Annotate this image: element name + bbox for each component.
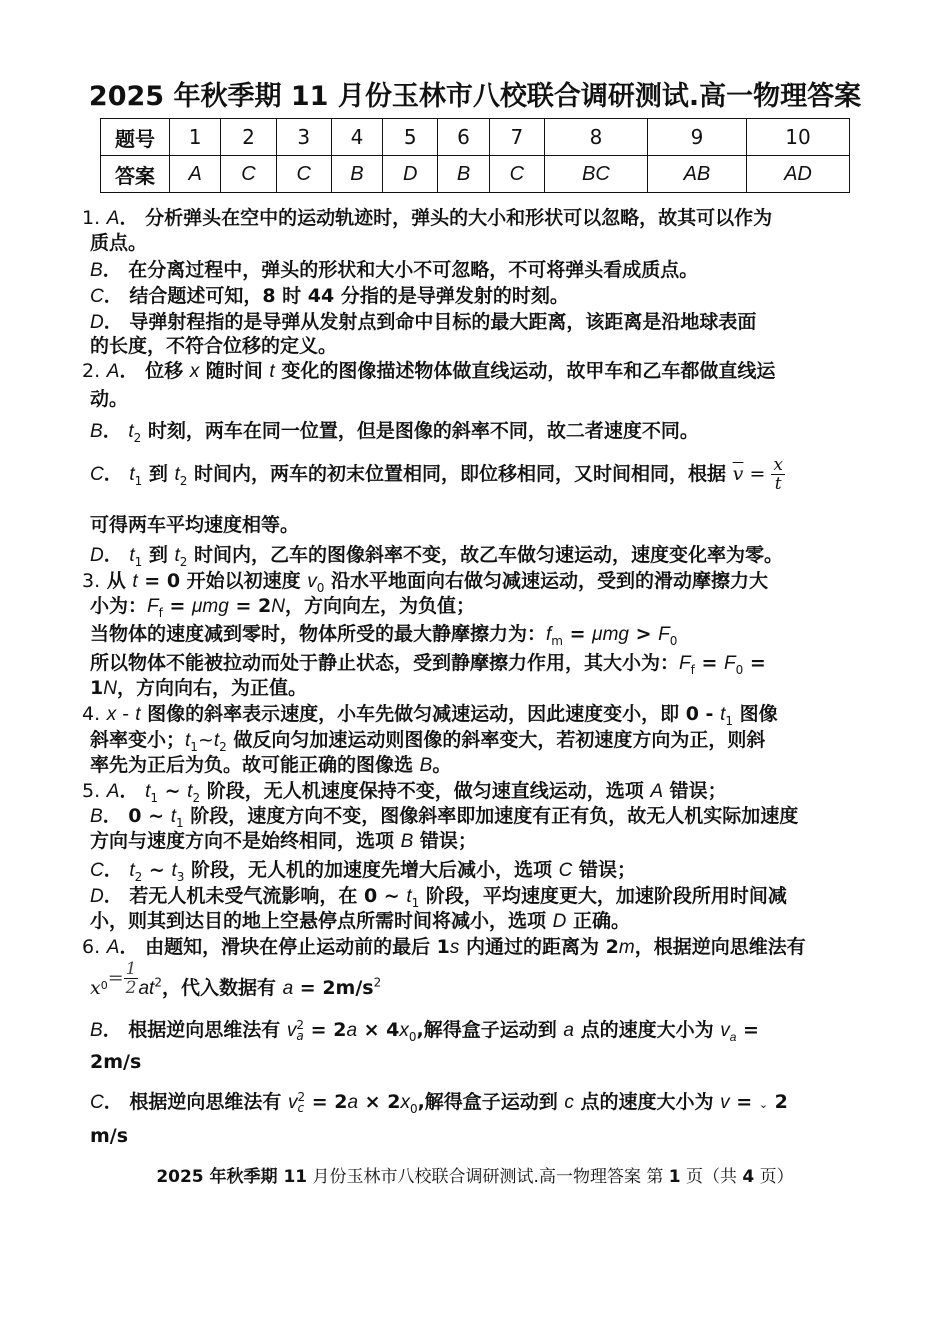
row-label-question: 题号 xyxy=(101,119,170,156)
question-number-row xyxy=(101,119,850,156)
table-cell: C xyxy=(489,156,544,193)
page-footer: 2025 年秋季期 11 月份玉林市八校联合调研测试.高一物理答案 第 1 页（共 4 页） xyxy=(156,1167,794,1187)
table-cell: 2 xyxy=(221,119,276,156)
q1-option-d-cont: 的长度，不符合位移的定义。 xyxy=(90,335,338,357)
q4-line-3: 率先为正后为负。故可能正确的图像选 B。 xyxy=(90,754,452,776)
q5-option-a: 5. A． $t_1$ ~ $t_2$ 阶段，无人机速度保持不变，做匀速直线运动，选项 A 错误； xyxy=(82,780,727,805)
row-label-answer: 答案 xyxy=(101,156,170,193)
answer-table xyxy=(100,118,850,193)
q2-option-c-cont: 可得两车平均速度相等。 xyxy=(90,514,300,536)
q3-line-3: 当物体的速度减到零时，物体所受的最大静摩擦力为：$f_m = \mu mg > F_0$ xyxy=(90,623,678,648)
q5-option-d: D． 若无人机未受气流影响，在 0 ~ $t_1$ 阶段，平均速度更大，加速阶段所用时间减 xyxy=(90,885,787,910)
q6-option-b-cont: 2m/s xyxy=(90,1051,142,1073)
q5-option-c: C． $t_2$ ~ $t_3$ 阶段，无人机的加速度先增大后减小，选项 C 错误； xyxy=(90,859,636,884)
q4-line-2: 斜率变小；$t_1\sim t_2$ 做反向匀加速运动则图像的斜率变大，若初速度方向为正，则斜 xyxy=(90,729,766,754)
table-cell: C xyxy=(221,156,276,193)
q6-option-b: B． 根据逆向思维法有 v 2 a = $2a \times 4x_0$,解得盒子运动到 a 点的速度大小为 $v_a$ = xyxy=(90,1017,759,1044)
q5-option-d-cont: 小，则其到达目的地上空悬停点所需时间将减小，选项 D 正确。 xyxy=(90,910,630,932)
q1-option-c: C． 结合题述可知，8 时 44 分指的是导弹发射的时刻。 xyxy=(90,285,569,307)
q6-option-c: C． 根据逆向思维法有 v 2 c = $2a \times 2x_0$,解得盒子运动到 c 点的速度大小为 v = ⌄ 2 xyxy=(90,1089,788,1116)
q6-option-c-cont: m/s xyxy=(90,1125,129,1147)
q1-option-d: D． 导弹射程指的是导弹从发射点到命中目标的最大距离，该距离是沿地球表面 xyxy=(90,311,757,333)
fraction-one-half: $\frac{1}{2}$ xyxy=(125,959,137,998)
q2-option-c: C． $t_1$ 到 $t_2$ 时间内，两车的初末位置相同，即位移相同，又时间相同，根据 $\overline{v}$ = $\frac{x}{t}$ xyxy=(90,455,783,494)
fraction-x-over-t: $\frac{x}{t}$ xyxy=(773,455,783,494)
table-cell: B xyxy=(331,156,382,193)
table-cell: 10 xyxy=(746,119,849,156)
q3-line-5: 1N，方向向右，为正值。 xyxy=(90,677,307,699)
q4-line-1: 4. x - t 图像的斜率表示速度，小车先做匀减速运动，因此速度变小，即 $0 - t_1$ 图像 xyxy=(82,703,778,728)
q2-option-a-cont: 动。 xyxy=(90,388,129,410)
page-title: 2025 年秋季期 11 月份玉林市八校联合调研测试.高一物理答案 xyxy=(88,81,862,112)
table-cell: AB xyxy=(647,156,746,193)
q6-option-a: 6. A． 由题知，滑块在停止运动前的最后 1s 内通过的距离为 2m，根据逆向思维法有 xyxy=(82,936,806,958)
q3-line-1: 3. 从 t = 0 开始以初速度 $v_0$ 沿水平地面向右做匀减速运动，受到的滑动摩擦力大 xyxy=(82,570,769,595)
table-cell: B xyxy=(438,156,489,193)
q6-formula-line: $x_0=$ $\frac{1}{2}$ $at^2$，代入数据有 $a = 2m/s^2$ xyxy=(90,959,382,999)
q3-line-2: 小为：$F_f = \mu mg = 2N$，方向向左，为负值； xyxy=(90,595,475,620)
q5-option-b: B． 0 ~ $t_1$ 阶段，速度方向不变，图像斜率即加速度有正有负，故无人机实际加速度 xyxy=(90,805,799,830)
table-cell: AD xyxy=(746,156,849,193)
table-cell: 8 xyxy=(544,119,647,156)
q5-option-b-cont: 方向与速度方向不是始终相同，选项 B 错误； xyxy=(90,830,477,852)
q1-option-a: 1. A． 分析弹头在空中的运动轨迹时，弹头的大小和形状可以忽略，故其可以作为 xyxy=(82,207,773,229)
q1-option-a-cont: 质点。 xyxy=(90,232,148,254)
q2-option-d: D． $t_1$ 到 $t_2$ 时间内，乙车的图像斜率不变，故乙车做匀速运动，速度变化率为零。 xyxy=(90,544,784,569)
table-cell: 9 xyxy=(647,119,746,156)
table-cell: 5 xyxy=(383,119,438,156)
table-cell: D xyxy=(383,156,438,193)
answer-row xyxy=(101,156,850,193)
root-mark: ⌄ xyxy=(758,1098,769,1111)
q2-option-a: 2. A． 位移 x 随时间 t 变化的图像描述物体做直线运动，故甲车和乙车都做直线运 xyxy=(82,360,776,382)
q3-line-4: 所以物体不能被拉动而处于静止状态，受到静摩擦力作用，其大小为：$F_f = F_0$ = xyxy=(90,652,766,677)
table-cell: C xyxy=(276,156,331,193)
table-cell: A xyxy=(170,156,221,193)
table-cell: BC xyxy=(544,156,647,193)
average-velocity-symbol: $\overline{v}$ xyxy=(732,463,744,485)
q1-option-b: B． 在分离过程中，弹头的形状和大小不可忽略，不可将弹头看成质点。 xyxy=(90,259,699,281)
q2-option-b: B． $t_2$ 时刻，两车在同一位置，但是图像的斜率不同，故二者速度不同。 xyxy=(90,420,699,445)
table-cell: 7 xyxy=(489,119,544,156)
table-cell: 1 xyxy=(170,119,221,156)
table-cell: 6 xyxy=(438,119,489,156)
table-cell: 3 xyxy=(276,119,331,156)
table-cell: 4 xyxy=(331,119,382,156)
